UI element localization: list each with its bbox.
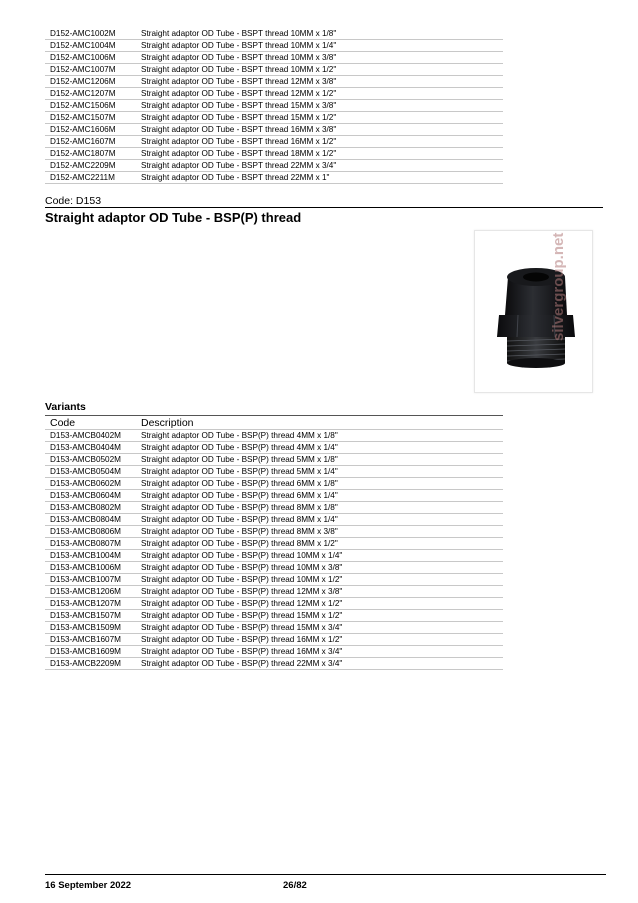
adaptor-fitting-illustration [475,231,593,393]
table-row [45,646,503,658]
previous-product-variants-table [45,28,503,184]
header-description: Description [141,417,194,429]
variant-code: D152-AMC1807M [50,149,116,158]
table-row [45,574,503,586]
variant-code: D153-AMCB1006M [50,563,121,572]
table-row [45,124,503,136]
variant-description: Straight adaptor OD Tube - BSPT thread 22MM x 1" [141,173,330,182]
variant-description: Straight adaptor OD Tube - BSP(P) thread 6MM x 1/4" [141,491,338,500]
variant-code: D153-AMCB2209M [50,659,121,668]
table-row [45,430,503,442]
variant-code: D153-AMCB1004M [50,551,121,560]
table-row [45,148,503,160]
variant-description: Straight adaptor OD Tube - BSP(P) thread 4MM x 1/4" [141,443,338,452]
variant-description: Straight adaptor OD Tube - BSPT thread 15MM x 3/8" [141,101,337,110]
variant-code: D153-AMCB1507M [50,611,121,620]
table-row [45,622,503,634]
variant-description: Straight adaptor OD Tube - BSP(P) thread 8MM x 1/4" [141,515,338,524]
footer-date: 16 September 2022 [45,880,132,891]
variant-description: Straight adaptor OD Tube - BSPT thread 15MM x 1/2" [141,113,337,122]
variant-description: Straight adaptor OD Tube - BSP(P) thread 22MM x 3/4" [141,659,343,668]
variant-code: D152-AMC1004M [50,41,116,50]
variant-description: Straight adaptor OD Tube - BSPT thread 16MM x 1/2" [141,137,337,146]
table-row [45,136,503,148]
variant-code: D152-AMC1007M [50,65,116,74]
table-row [45,586,503,598]
table-row [45,52,503,64]
variant-code: D153-AMCB0404M [50,443,121,452]
variant-description: Straight adaptor OD Tube - BSPT thread 12MM x 1/2" [141,89,337,98]
table-row [45,634,503,646]
table-row [45,160,503,172]
variant-description: Straight adaptor OD Tube - BSP(P) thread 16MM x 3/4" [141,647,343,656]
table-row [45,526,503,538]
variant-description: Straight adaptor OD Tube - BSP(P) thread 10MM x 3/8" [141,563,343,572]
variant-code: D153-AMCB0807M [50,539,121,548]
variants-heading: Variants [45,401,86,413]
table-row [45,28,503,40]
variant-code: D153-AMCB1609M [50,647,121,656]
footer-divider [45,874,606,875]
table-row [45,454,503,466]
variant-code: D153-AMCB0402M [50,431,121,440]
variant-code: D152-AMC1002M [50,29,116,38]
variant-code: D152-AMC1006M [50,53,116,62]
variant-description: Straight adaptor OD Tube - BSP(P) thread 4MM x 1/8" [141,431,338,440]
table-row [45,172,503,184]
variant-description: Straight adaptor OD Tube - BSPT thread 10MM x 1/8" [141,29,337,38]
variant-description: Straight adaptor OD Tube - BSP(P) thread 15MM x 3/4" [141,623,343,632]
table-row [45,100,503,112]
variants-table [45,416,503,670]
variant-description: Straight adaptor OD Tube - BSPT thread 10MM x 1/2" [141,65,337,74]
table-row [45,112,503,124]
variant-description: Straight adaptor OD Tube - BSP(P) thread 10MM x 1/2" [141,575,343,584]
variant-description: Straight adaptor OD Tube - BSP(P) thread 15MM x 1/2" [141,611,343,620]
page-number: 26/82 [283,880,307,891]
variant-description: Straight adaptor OD Tube - BSPT thread 10MM x 1/4" [141,41,337,50]
variant-code: D153-AMCB1607M [50,635,121,644]
table-row [45,562,503,574]
table-row [45,514,503,526]
variant-description: Straight adaptor OD Tube - BSPT thread 22MM x 3/4" [141,161,337,170]
variant-code: D153-AMCB1206M [50,587,121,596]
table-row [45,88,503,100]
variant-description: Straight adaptor OD Tube - BSP(P) thread 10MM x 1/4" [141,551,343,560]
variant-code: D153-AMCB1207M [50,599,121,608]
variant-description: Straight adaptor OD Tube - BSP(P) thread 8MM x 3/8" [141,527,338,536]
variant-description: Straight adaptor OD Tube - BSP(P) thread 12MM x 1/2" [141,599,343,608]
image-watermark: silvergroup.net [550,232,567,341]
variant-code: D152-AMC1506M [50,101,116,110]
variant-code: D152-AMC1206M [50,77,116,86]
table-row [45,40,503,52]
table-header [45,416,503,430]
variant-code: D153-AMCB0602M [50,479,121,488]
table-row [45,442,503,454]
variant-description: Straight adaptor OD Tube - BSP(P) thread 5MM x 1/8" [141,455,338,464]
header-code: Code [50,417,76,429]
variant-description: Straight adaptor OD Tube - BSPT thread 10MM x 3/8" [141,53,337,62]
variants-rows [45,430,503,670]
variant-description: Straight adaptor OD Tube - BSP(P) thread 5MM x 1/4" [141,467,338,476]
variant-code: D153-AMCB0802M [50,503,121,512]
variant-code: D152-AMC1507M [50,113,116,122]
variant-code: D153-AMCB0502M [50,455,121,464]
variant-description: Straight adaptor OD Tube - BSP(P) thread 12MM x 3/8" [141,587,343,596]
variant-description: Straight adaptor OD Tube - BSPT thread 18MM x 1/2" [141,149,337,158]
table-row [45,64,503,76]
variant-code: D152-AMC1606M [50,125,116,134]
table-row [45,76,503,88]
table-row [45,658,503,670]
table-row [45,598,503,610]
variant-description: Straight adaptor OD Tube - BSP(P) thread 16MM x 1/2" [141,635,343,644]
variant-description: Straight adaptor OD Tube - BSP(P) thread 8MM x 1/2" [141,539,338,548]
variant-code: D152-AMC2211M [50,173,115,182]
variant-description: Straight adaptor OD Tube - BSPT thread 16MM x 3/8" [141,125,337,134]
table-row [45,538,503,550]
table-row [45,466,503,478]
variant-code: D153-AMCB1509M [50,623,121,632]
product-image [474,230,593,393]
variant-description: Straight adaptor OD Tube - BSPT thread 12MM x 3/8" [141,77,337,86]
table-row [45,490,503,502]
variant-description: Straight adaptor OD Tube - BSP(P) thread 8MM x 1/8" [141,503,338,512]
variant-code: D153-AMCB1007M [50,575,121,584]
variant-code: D153-AMCB0804M [50,515,121,524]
variant-code: D152-AMC1207M [50,89,116,98]
variant-code: D153-AMCB0604M [50,491,121,500]
table-row [45,610,503,622]
table-row [45,478,503,490]
product-code: Code: D153 [45,195,102,207]
table-row [45,502,503,514]
product-title: Straight adaptor OD Tube - BSP(P) thread [45,210,302,225]
table-row [45,550,503,562]
variant-code: D152-AMC1607M [50,137,116,146]
section-divider [45,207,603,208]
variant-description: Straight adaptor OD Tube - BSP(P) thread 6MM x 1/8" [141,479,338,488]
variant-code: D153-AMCB0504M [50,467,121,476]
variant-code: D152-AMC2209M [50,161,116,170]
variant-code: D153-AMCB0806M [50,527,121,536]
